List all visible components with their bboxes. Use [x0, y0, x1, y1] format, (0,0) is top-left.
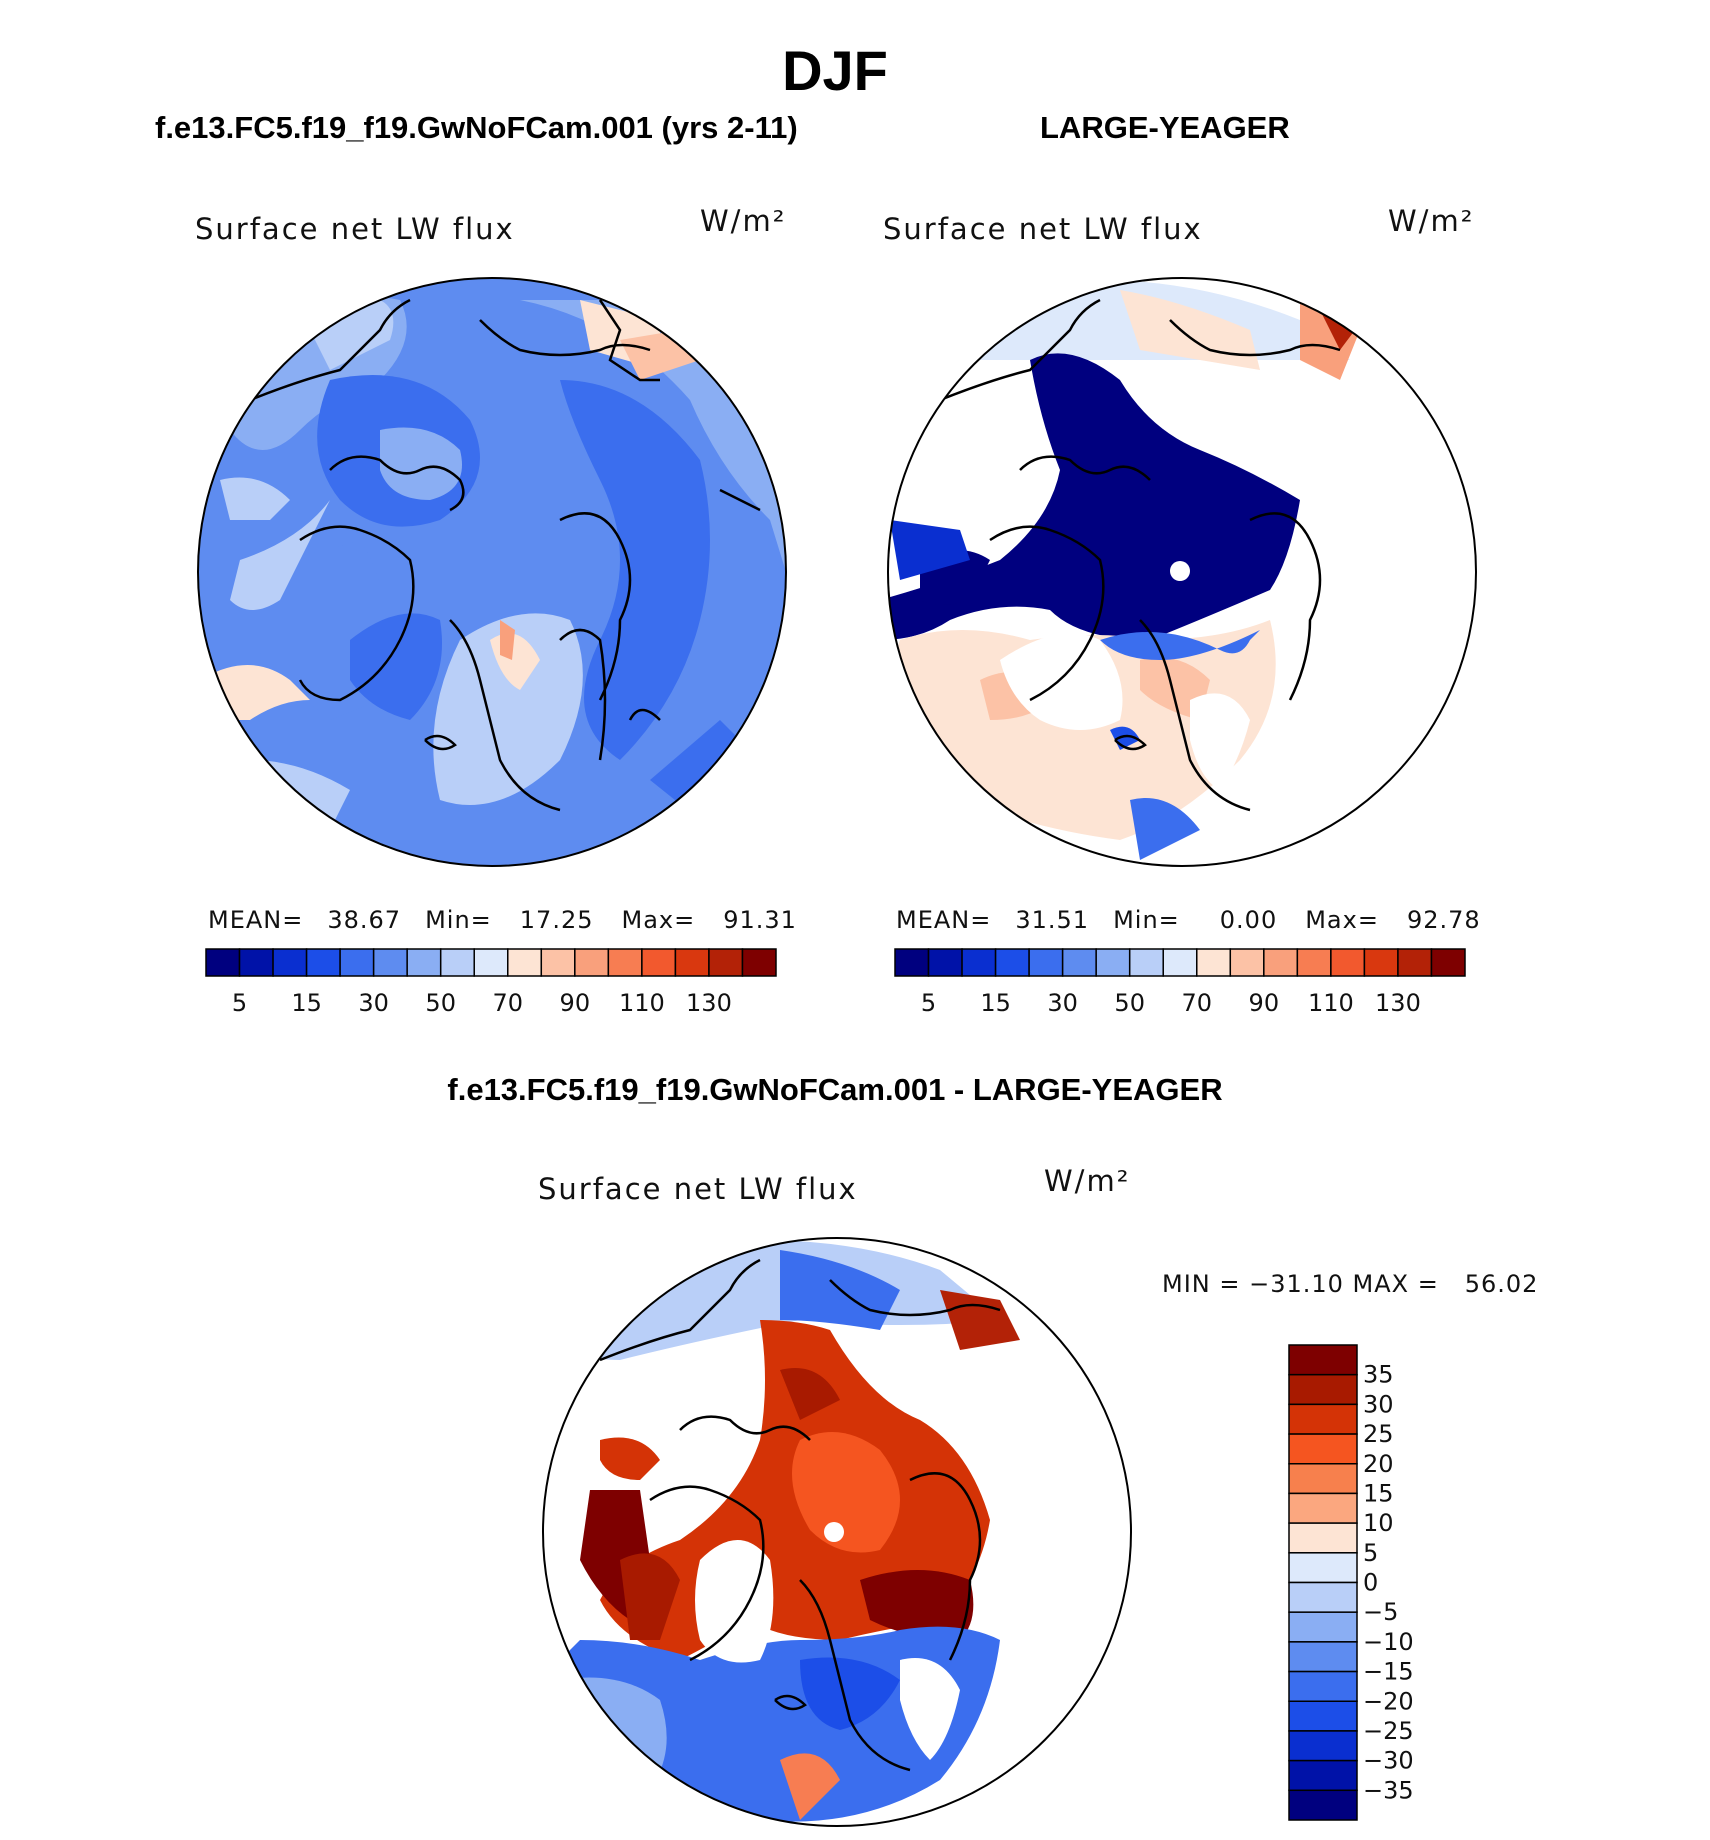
diff-colorbar-tick-label: −25 — [1363, 1716, 1414, 1745]
main-title: DJF — [782, 39, 888, 102]
model-units-label: W/m² — [700, 204, 787, 238]
obs-colorbar-tick-label: 90 — [1248, 989, 1280, 1017]
diff-colorbar-tick-label: 20 — [1363, 1449, 1394, 1478]
obs-colorbar-box — [1331, 949, 1365, 976]
obs-colorbar-box — [1398, 949, 1432, 976]
model-colorbar-box — [407, 949, 441, 976]
model-colorbar-tick-label: 5 — [231, 989, 248, 1017]
model-mean-label: MEAN= — [208, 906, 304, 934]
obs-mean-label: MEAN= — [896, 906, 992, 934]
model-colorbar-box — [374, 949, 408, 976]
diff-pole-hole — [824, 1522, 844, 1542]
model-colorbar-tick-label: 130 — [686, 989, 732, 1017]
model-colorbar-box — [206, 949, 240, 976]
obs-case-title: LARGE-YEAGER — [1040, 110, 1290, 145]
model-max-label: Max= — [621, 906, 696, 934]
model-colorbar-box — [709, 949, 743, 976]
diff-colorbar-box — [1289, 1523, 1357, 1553]
model-colorbar-tick-label: 70 — [492, 989, 524, 1017]
model-colorbar-tick-label: 90 — [559, 989, 591, 1017]
model-colorbar-tick-label: 110 — [618, 989, 665, 1017]
diff-colorbar-tick-label: −35 — [1363, 1776, 1414, 1805]
diff-colorbar-box — [1289, 1790, 1357, 1820]
obs-min-value: 0.00 — [1219, 906, 1278, 934]
diff-colorbar-tick-label: 5 — [1363, 1538, 1379, 1567]
model-colorbar-box — [508, 949, 542, 976]
obs-min-label: Min= — [1113, 906, 1180, 934]
model-mean-value: 38.67 — [327, 906, 402, 934]
diff-colorbar-tick-label: 10 — [1363, 1509, 1394, 1538]
diff-colorbar-tick-label: −15 — [1363, 1657, 1414, 1686]
diff-colorbar-tick-label: 35 — [1363, 1360, 1394, 1389]
diff-colorbar-box — [1289, 1701, 1357, 1731]
obs-colorbar-box — [929, 949, 963, 976]
model-min-value: 17.25 — [519, 906, 594, 934]
diff-colorbar-box — [1289, 1761, 1357, 1791]
diff-colorbar-tick-label: −20 — [1363, 1687, 1414, 1716]
obs-colorbar-tick-label: 30 — [1047, 989, 1078, 1017]
diff-colorbar-tick-label: 25 — [1363, 1420, 1394, 1449]
model-colorbar-tick-label: 50 — [425, 989, 456, 1017]
obs-units-label: W/m² — [1388, 204, 1475, 238]
diff-case-title: f.e13.FC5.f19_f19.GwNoFCam.001 - LARGE-YEAGER — [447, 1072, 1223, 1107]
model-colorbar-box — [307, 949, 341, 976]
diff-colorbar-box — [1289, 1642, 1357, 1672]
model-colorbar-box — [441, 949, 475, 976]
obs-colorbar-tick-label: 130 — [1375, 989, 1421, 1017]
obs-colorbar-box — [996, 949, 1030, 976]
obs-colorbar-box — [1431, 949, 1465, 976]
obs-colorbar-box — [1096, 949, 1130, 976]
obs-mean-value: 31.51 — [1015, 906, 1090, 934]
model-colorbar-tick-label: 15 — [291, 989, 322, 1017]
diff-colorbar-box — [1289, 1583, 1357, 1613]
obs-colorbar-box — [1130, 949, 1164, 976]
model-colorbar-tick-label: 30 — [358, 989, 389, 1017]
diff-variable-label: Surface net LW flux — [538, 1172, 858, 1206]
obs-colorbar-box — [895, 949, 929, 976]
obs-max-label: Max= — [1305, 906, 1379, 934]
obs-colorbar-box — [1364, 949, 1398, 976]
diff-colorbar-tick-label: 15 — [1363, 1479, 1394, 1508]
diff-colorbar-box — [1289, 1612, 1357, 1642]
model-colorbar-box — [742, 949, 776, 976]
diff-colorbar-box — [1289, 1464, 1357, 1494]
obs-max-value: 92.78 — [1406, 906, 1481, 934]
model-colorbar — [206, 949, 776, 1017]
model-colorbar-box — [240, 949, 274, 976]
model-colorbar-box — [608, 949, 642, 976]
obs-colorbar-box — [1264, 949, 1298, 976]
obs-colorbar-tick-label: 110 — [1307, 989, 1354, 1017]
model-colorbar-box — [474, 949, 508, 976]
diff-colorbar-tick-label: −30 — [1363, 1746, 1414, 1775]
model-colorbar-box — [575, 949, 609, 976]
obs-colorbar-box — [1297, 949, 1331, 976]
model-colorbar-box — [642, 949, 676, 976]
diff-colorbar-box — [1289, 1404, 1357, 1434]
model-colorbar-box — [541, 949, 575, 976]
diff-colorbar-box — [1289, 1672, 1357, 1702]
diff-colorbar-box — [1289, 1345, 1357, 1375]
obs-colorbar-tick-label: 50 — [1114, 989, 1145, 1017]
diff-colorbar-box — [1289, 1553, 1357, 1583]
diff-colorbar-tick-label: 0 — [1363, 1568, 1379, 1597]
obs-colorbar-tick-label: 5 — [920, 989, 937, 1017]
diff-colorbar — [1289, 1345, 1414, 1820]
diff-colorbar-box — [1289, 1375, 1357, 1405]
diff-colorbar-box — [1289, 1434, 1357, 1464]
model-case-title: f.e13.FC5.f19_f19.GwNoFCam.001 (yrs 2-11) — [155, 110, 798, 145]
model-min-label: Min= — [425, 906, 492, 934]
obs-colorbar-box — [1063, 949, 1097, 976]
obs-colorbar-tick-label: 15 — [980, 989, 1011, 1017]
model-colorbar-box — [340, 949, 374, 976]
obs-variable-label: Surface net LW flux — [883, 212, 1203, 246]
model-colorbar-box — [675, 949, 709, 976]
diff-colorbar-tick-label: −5 — [1363, 1598, 1399, 1627]
obs-colorbar-box — [1163, 949, 1197, 976]
model-colorbar-box — [273, 949, 307, 976]
obs-colorbar-box — [962, 949, 996, 976]
diff-colorbar-box — [1289, 1493, 1357, 1523]
model-variable-label: Surface net LW flux — [195, 212, 515, 246]
diff-stats: MIN = −31.10 MAX = 56.02 — [1162, 1270, 1539, 1298]
obs-colorbar-tick-label: 70 — [1181, 989, 1213, 1017]
model-max-value: 91.31 — [723, 906, 797, 934]
obs-colorbar-box — [1230, 949, 1264, 976]
diff-colorbar-tick-label: −10 — [1363, 1627, 1414, 1656]
model-polar-map — [198, 278, 786, 866]
diff-colorbar-box — [1289, 1731, 1357, 1761]
diff-colorbar-tick-label: 30 — [1363, 1390, 1394, 1419]
obs-colorbar-box — [1197, 949, 1231, 976]
obs-pole-hole — [1170, 561, 1190, 581]
obs-colorbar — [895, 949, 1465, 1017]
obs-colorbar-box — [1029, 949, 1063, 976]
diff-units-label: W/m² — [1044, 1164, 1131, 1198]
